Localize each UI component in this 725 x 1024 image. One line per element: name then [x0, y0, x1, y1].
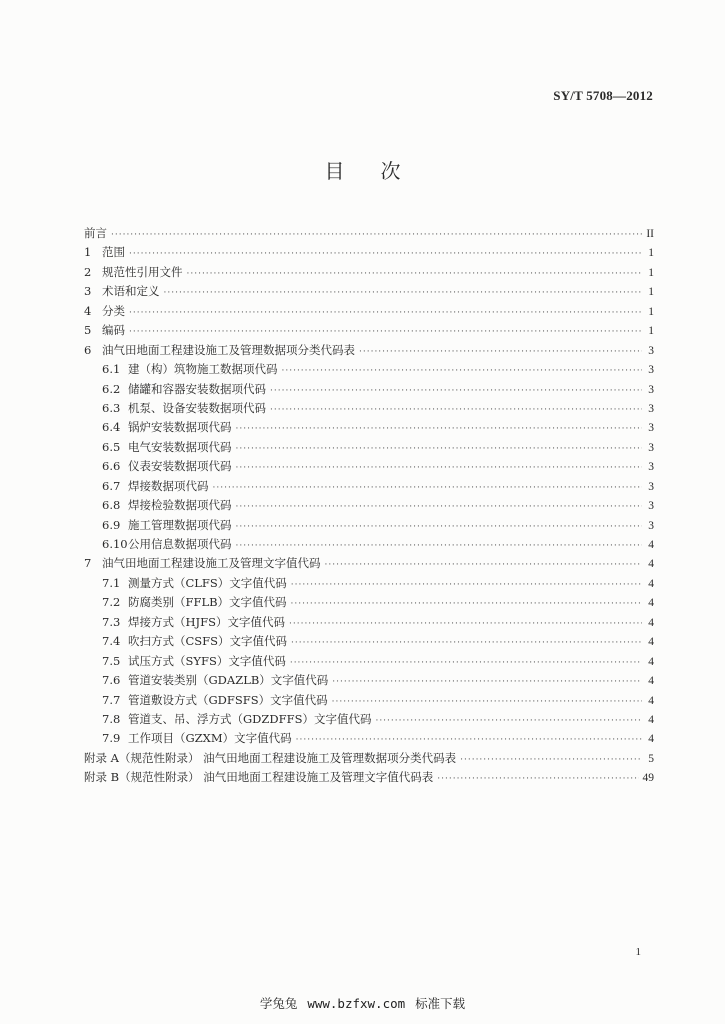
toc-leader-dots: [236, 440, 643, 457]
toc-leader-dots: [187, 265, 643, 282]
toc-leader-dots: [129, 304, 642, 321]
toc-entry-page: 3: [648, 461, 654, 474]
toc-entry-number: 7.3: [102, 614, 121, 629]
toc-entry-number: 2: [84, 264, 92, 279]
toc-entry-page: 3: [648, 402, 654, 415]
toc-entry-page: 4: [648, 558, 654, 571]
toc-entry-label: 焊接方式（HJFS）文字值代码: [128, 614, 285, 629]
toc-entry[interactable]: [84, 632, 654, 651]
toc-leader-dots: [375, 712, 642, 729]
toc-entry-number: 7.6: [102, 673, 121, 688]
toc-entry-label: 油气田地面工程建设施工及管理文字值代码: [102, 556, 321, 571]
toc-entry[interactable]: [84, 554, 654, 573]
toc-entry-label: 管道支、吊、浮方式（GDZDFFS）文字值代码: [128, 711, 372, 726]
toc-entry-label: 建（构）筑物施工数据项代码: [128, 362, 278, 377]
toc-entry-label: 分类: [102, 303, 125, 318]
toc-entry-number: 6.9: [102, 517, 121, 532]
toc-entry-page: 3: [648, 500, 654, 513]
toc-leader-dots: [129, 323, 642, 340]
toc-entry-page: 49: [642, 772, 654, 785]
toc-entry[interactable]: [84, 516, 654, 535]
toc-entry-number: 3: [84, 284, 92, 299]
toc-entry-label: 前言: [84, 226, 107, 240]
toc-entry-label: 储罐和容器安装数据项代码: [128, 381, 266, 396]
toc-entry[interactable]: [84, 418, 654, 437]
toc-entry-label: 管道安装类别（GDAZLB）文字值代码: [128, 673, 329, 688]
toc-entry[interactable]: [84, 321, 654, 340]
toc-entry-number: 6.1: [102, 362, 121, 377]
toc-entry-label: 电气安装数据项代码: [128, 439, 232, 454]
toc-leader-dots: [111, 226, 642, 243]
watermark-url[interactable]: www.bzfxw.com: [307, 996, 406, 1011]
toc-entry-page: 4: [648, 616, 654, 629]
watermark-site: 学兔兔: [259, 996, 298, 1011]
toc-entry-page: 4: [648, 713, 654, 726]
toc-leader-dots: [164, 284, 643, 301]
toc-entry-page: 3: [648, 383, 654, 396]
toc-entry-label: 机泵、设备安装数据项代码: [128, 400, 266, 415]
toc-entry-number: 7.9: [102, 731, 121, 746]
toc-entry-number: 6.8: [102, 498, 121, 513]
toc-entry-label: 锅炉安装数据项代码: [128, 420, 232, 435]
toc-entry[interactable]: [84, 729, 654, 748]
toc-entry-label: 仪表安装数据项代码: [128, 459, 232, 474]
toc-leader-dots: [290, 654, 642, 671]
toc-entry[interactable]: [84, 457, 654, 476]
toc-leader-dots: [289, 615, 642, 632]
toc-leader-dots: [236, 420, 643, 437]
page-number: 1: [635, 946, 641, 958]
toc-entry[interactable]: [84, 380, 654, 399]
toc-entry-label: 公用信息数据项代码: [128, 537, 232, 551]
toc-entry[interactable]: [84, 652, 654, 671]
toc-leader-dots: [437, 770, 638, 787]
toc-entry-number: 6.5: [102, 439, 121, 454]
toc-entry-page: 3: [648, 344, 654, 357]
toc-entry[interactable]: [84, 341, 654, 360]
toc-leader-dots: [325, 556, 643, 573]
toc-leader-dots: [213, 479, 643, 496]
toc-leader-dots: [129, 245, 642, 262]
toc-entry-page: 4: [648, 733, 654, 746]
toc-entry-page: 3: [648, 441, 654, 454]
toc-entry[interactable]: [84, 574, 654, 593]
toc-entry-page: 1: [648, 247, 654, 260]
toc-entry-label: 附录 B（规范性附录） 油气田地面工程建设施工及管理文字值代码表: [84, 770, 434, 785]
toc-entry-label: 吹扫方式（CSFS）文字值代码: [128, 634, 288, 649]
toc-entry-label: 术语和定义: [102, 284, 160, 299]
toc-leader-dots: [282, 362, 643, 379]
toc-entry-number: 1: [84, 245, 92, 260]
toc-leader-dots: [291, 634, 642, 651]
toc-leader-dots: [236, 459, 643, 476]
toc-entry-page: 1: [648, 325, 654, 338]
toc-entry-number: 7.7: [102, 692, 121, 707]
table-of-contents: [84, 224, 654, 788]
toc-leader-dots: [236, 518, 643, 535]
toc-entry[interactable]: [84, 749, 654, 768]
toc-entry-number: 7.4: [102, 634, 121, 649]
standard-code: SY/T 5708—2012: [553, 88, 653, 103]
toc-entry-number: 7.1: [102, 575, 121, 590]
toc-entry-page: 1: [648, 305, 654, 318]
toc-entry-page: 5: [648, 752, 654, 765]
toc-leader-dots: [332, 693, 642, 710]
toc-entry-label: 附录 A（规范性附录） 油气田地面工程建设施工及管理数据项分类代码表: [84, 750, 457, 765]
toc-entry[interactable]: [84, 613, 654, 632]
toc-entry[interactable]: [84, 438, 654, 457]
toc-entry-label: 施工管理数据项代码: [128, 517, 232, 532]
toc-entry-number: 6.7: [102, 478, 121, 493]
toc-entry[interactable]: [84, 671, 654, 690]
toc-entry-page: 3: [648, 519, 654, 532]
toc-entry-number: 6.4: [102, 420, 121, 435]
toc-entry[interactable]: [84, 360, 654, 379]
toc-entry[interactable]: [84, 710, 654, 729]
toc-entry[interactable]: [84, 224, 654, 243]
toc-entry[interactable]: [84, 263, 654, 282]
toc-entry-page: 3: [648, 480, 654, 493]
toc-leader-dots: [291, 595, 642, 612]
toc-leader-dots: [296, 731, 642, 748]
toc-entry-page: 3: [648, 364, 654, 377]
toc-entry-number: 6.2: [102, 381, 121, 396]
watermark: [0, 994, 725, 1012]
toc-entry-page: II: [646, 228, 654, 240]
toc-entry-number: 7.8: [102, 711, 121, 726]
toc-entry[interactable]: [84, 243, 654, 262]
toc-entry-label: 编码: [102, 323, 125, 338]
toc-entry-label: 管道敷设方式（GDFSFS）文字值代码: [128, 692, 328, 707]
toc-entry-page: 4: [648, 655, 654, 668]
toc-entry-label: 防腐类别（FFLB）文字值代码: [128, 595, 287, 610]
toc-entry-number: 6.10: [102, 537, 128, 551]
toc-leader-dots: [270, 382, 642, 399]
toc-entry-page: 3: [648, 422, 654, 435]
toc-entry-page: 1: [648, 266, 654, 279]
toc-entry-label: 工作项目（GZXM）文字值代码: [128, 731, 292, 746]
toc-entry-number: 6.3: [102, 400, 121, 415]
toc-leader-dots: [359, 343, 642, 360]
toc-entry-page: 4: [648, 675, 654, 688]
toc-entry-number: 5: [84, 323, 92, 338]
toc-entry-page: 4: [648, 636, 654, 649]
toc-entry[interactable]: [84, 399, 654, 418]
toc-leader-dots: [332, 673, 642, 690]
toc-entry-page: 1: [648, 286, 654, 299]
toc-entry-label: 油气田地面工程建设施工及管理数据项分类代码表: [102, 342, 355, 357]
toc-leader-dots: [236, 498, 643, 515]
toc-entry-label: 焊接检验数据项代码: [128, 498, 232, 513]
toc-leader-dots: [236, 537, 643, 554]
toc-title: 目次: [324, 159, 437, 183]
toc-entry-number: 7: [84, 556, 92, 571]
toc-entry-label: 范围: [102, 245, 125, 260]
toc-entry[interactable]: [84, 535, 654, 554]
toc-leader-dots: [460, 751, 642, 768]
toc-entry[interactable]: [84, 477, 654, 496]
toc-entry[interactable]: [84, 593, 654, 612]
watermark-text: 标准下载: [415, 996, 466, 1011]
toc-leader-dots: [291, 576, 642, 593]
toc-entry-page: 4: [648, 694, 654, 707]
toc-entry-page: 4: [648, 597, 654, 610]
toc-entry-label: 焊接数据项代码: [128, 478, 209, 493]
toc-entry-label: 规范性引用文件: [102, 264, 183, 279]
toc-leader-dots: [270, 401, 642, 418]
toc-entry[interactable]: [84, 496, 654, 515]
toc-entry[interactable]: [84, 282, 654, 301]
toc-entry-page: 4: [648, 539, 654, 551]
toc-entry-number: 7.2: [102, 595, 121, 610]
toc-entry-number: 6: [84, 342, 92, 357]
toc-entry[interactable]: [84, 768, 654, 787]
toc-entry[interactable]: [84, 691, 654, 710]
toc-entry[interactable]: [84, 302, 654, 321]
toc-entry-number: 4: [84, 303, 92, 318]
toc-entry-number: 6.6: [102, 459, 121, 474]
toc-entry-page: 4: [648, 577, 654, 590]
toc-entry-number: 7.5: [102, 653, 121, 668]
toc-entry-label: 测量方式（CLFS）文字值代码: [128, 575, 287, 590]
toc-entry-label: 试压方式（SYFS）文字值代码: [128, 653, 286, 668]
